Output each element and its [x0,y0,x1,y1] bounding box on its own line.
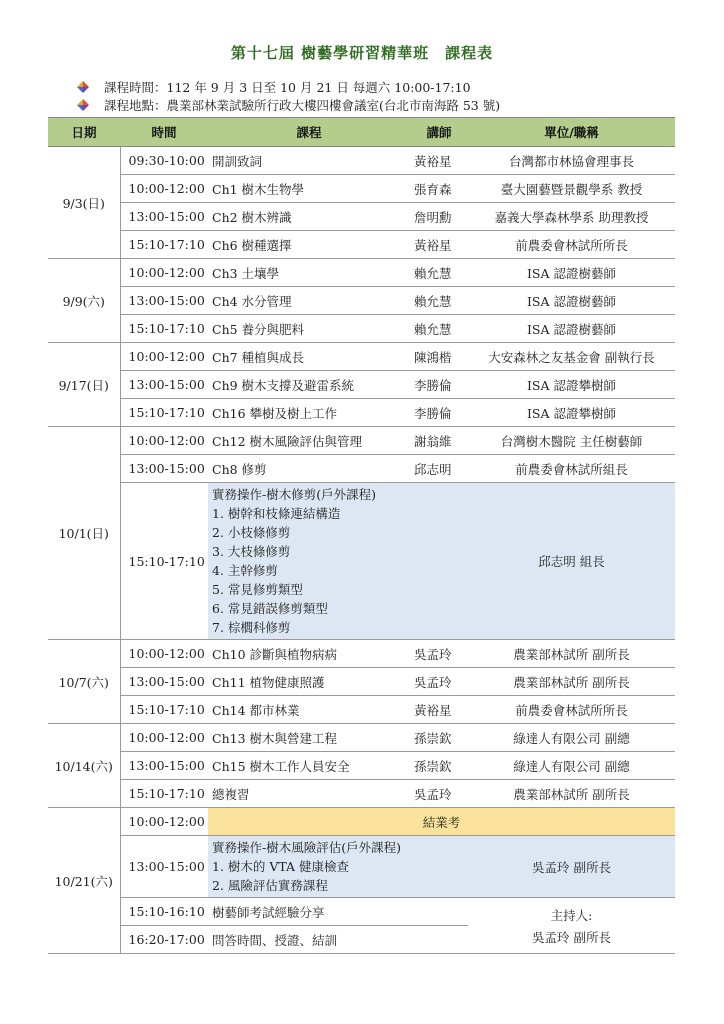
table-row [48,752,675,780]
table-row [48,175,675,203]
time-cell: 13:00-15:00 [120,752,208,780]
table-row [48,287,675,315]
table-row [48,724,675,752]
course-cell: Ch15 樹木工作人員安全 [208,752,410,780]
table-row [48,455,675,483]
lecturer-cell: 謝翁維 [410,427,468,455]
practice-row [48,483,675,640]
lecturer-cell: 賴允慧 [410,315,468,343]
unit-cell: ISA 認證樹藝師 [468,315,675,343]
table-row [48,696,675,724]
course-cell: Ch10 診斷與植物病病 [208,640,410,668]
table-header-row [48,118,675,147]
document-title: 第十七屆 樹藝學研習精華班 課程表 [230,44,494,62]
practice-line: 2. 小枝條修剪 [212,525,291,540]
time-cell: 10:00-12:00 [120,259,208,287]
time-cell: 10:00-12:00 [120,175,208,203]
time-cell: 15:10-17:10 [120,231,208,259]
lecturer-cell: 吳孟玲 [410,780,468,808]
unit-cell: 綠達人有限公司 副總 [468,752,675,780]
table-row [48,315,675,343]
unit-cell: 農業部林試所 副所長 [468,780,675,808]
unit-cell: 台灣都市林協會理事長 [468,147,675,175]
course-cell: Ch6 樹種選擇 [208,231,410,259]
unit-cell: 農業部林試所 副所長 [468,640,675,668]
practice-line: 2. 風險評估實務課程 [212,878,328,893]
course-cell: Ch14 都市林業 [208,696,410,724]
practice-course-cell [208,483,468,640]
practice-line: 5. 常見修剪類型 [212,582,303,597]
lecturer-cell: 李勝倫 [410,371,468,399]
unit-cell: 前農委會林試所所長 [468,696,675,724]
time-cell: 15:10-17:10 [120,696,208,724]
date-cell: 9/9(六) [48,259,120,343]
header-course: 課程 [208,118,410,147]
course-cell: 樹藝師考試經驗分享 [208,898,468,926]
unit-cell: 邱志明 組長 [468,483,675,640]
course-cell: Ch4 水分管理 [208,287,410,315]
time-cell: 13:00-15:00 [120,668,208,696]
time-cell: 13:00-15:00 [120,203,208,231]
table-row [48,231,675,259]
course-cell: Ch13 樹木與營建工程 [208,724,410,752]
course-cell: 問答時間、授證、結訓 [208,926,468,954]
unit-cell: 台灣樹木醫院 主任樹藝師 [468,427,675,455]
table-row [48,780,675,808]
lecturer-cell: 張育森 [410,175,468,203]
time-cell: 13:00-15:00 [120,371,208,399]
course-cell: 開訓致詞 [208,147,410,175]
host-name: 吳孟玲 副所長 [532,929,611,945]
lecturer-cell: 孫崇欽 [410,752,468,780]
unit-cell: ISA 認證樹藝師 [468,287,675,315]
practice-line: 4. 主幹修剪 [212,563,278,578]
header-unit: 單位/職稱 [468,118,675,147]
practice-line: 1. 樹木的 VTA 健康檢查 [212,859,350,874]
course-cell: Ch8 修剪 [208,455,410,483]
time-cell: 15:10-17:10 [120,399,208,427]
lecturer-cell: 賴允慧 [410,287,468,315]
course-cell: Ch7 種植與成長 [208,343,410,371]
lecturer-cell: 黃裕星 [410,147,468,175]
colored-diamond-bullet-icon [76,99,90,111]
practice-course-cell [208,836,468,898]
table-row [48,668,675,696]
course-cell: Ch2 樹木辨識 [208,203,410,231]
header-date: 日期 [48,118,120,147]
host-label: 主持人: [550,907,593,923]
table-row [48,427,675,455]
unit-cell: 前農委會林試所組長 [468,455,675,483]
practice-row [48,836,675,898]
course-cell: Ch12 樹木風險評估與管理 [208,427,410,455]
course-time-text: 課程時間：112 年 9 月 3 日至 10 月 21 日 每週六 10:00-17:10 [104,80,471,95]
course-cell: Ch1 樹木生物學 [208,175,410,203]
lecturer-cell: 孫崇欽 [410,724,468,752]
table-row [48,259,675,287]
course-place-text: 課程地點：農業部林業試驗所行政大樓四樓會議室(台北市南海路 53 號) [104,98,501,113]
lecturer-cell: 黃裕星 [410,231,468,259]
date-cell: 9/3(日) [48,147,120,259]
unit-cell: 大安森林之友基金會 副執行長 [468,343,675,371]
table-row [48,371,675,399]
unit-cell: ISA 認證攀樹師 [468,371,675,399]
time-cell: 10:00-12:00 [120,427,208,455]
unit-cell: 吳孟玲 副所長 [468,836,675,898]
practice-line: 6. 常見錯誤修剪類型 [212,601,328,616]
table-row [48,343,675,371]
course-cell: Ch11 植物健康照護 [208,668,410,696]
time-cell: 15:10-17:10 [120,315,208,343]
date-cell: 10/1(日) [48,427,120,640]
lecturer-cell: 邱志明 [410,455,468,483]
time-cell: 15:10-17:10 [120,780,208,808]
course-cell: Ch16 攀樹及樹上工作 [208,399,410,427]
practice-line: 7. 棕櫚科修剪 [212,620,291,635]
time-cell: 09:30-10:00 [120,147,208,175]
course-cell: Ch9 樹木支撐及避雷系統 [208,371,410,399]
practice-line: 實務操作-樹木風險評估(戶外課程) [212,840,401,855]
date-cell: 10/21(六) [48,808,120,954]
unit-cell: 農業部林試所 副所長 [468,668,675,696]
time-cell: 13:00-15:00 [120,287,208,315]
unit-cell: 前農委會林試所所長 [468,231,675,259]
table-row [48,399,675,427]
lecturer-cell: 吳孟玲 [410,668,468,696]
time-cell: 10:00-12:00 [120,640,208,668]
unit-cell: ISA 認證攀樹師 [468,399,675,427]
practice-line: 1. 樹幹和枝條連結構造 [212,506,341,521]
unit-cell: 嘉義大學森林學系 助理教授 [468,203,675,231]
unit-cell: ISA 認證樹藝師 [468,259,675,287]
table-row [48,203,675,231]
course-place-info [76,96,500,114]
time-cell: 15:10-17:10 [120,483,208,640]
time-cell: 13:00-15:00 [120,455,208,483]
practice-line: 實務操作-樹木修剪(戶外課程) [212,487,376,502]
course-time-info [76,78,471,96]
practice-line: 3. 大枝條修剪 [212,544,291,559]
time-cell: 10:00-12:00 [120,808,208,836]
time-cell: 13:00-15:00 [120,836,208,898]
colored-diamond-bullet-icon [76,81,90,93]
table-row [48,147,675,175]
lecturer-cell: 李勝倫 [410,399,468,427]
date-cell: 10/7(六) [48,640,120,724]
course-cell: 總複習 [208,780,410,808]
schedule-table [48,117,675,954]
course-cell: Ch5 養分與肥料 [208,315,410,343]
time-cell: 15:10-16:10 [120,898,208,926]
unit-cell: 綠達人有限公司 副總 [468,724,675,752]
course-cell: Ch3 土壤學 [208,259,410,287]
table-row [48,640,675,668]
exam-label: 結業考 [208,808,675,836]
header-time: 時間 [120,118,208,147]
unit-cell: 臺大園藝暨景觀學系 教授 [468,175,675,203]
header-lecturer: 講師 [410,118,468,147]
time-cell: 16:20-17:00 [120,926,208,954]
date-cell: 9/17(日) [48,343,120,427]
table-row [48,898,675,926]
exam-row [48,808,675,836]
lecturer-cell: 黃裕星 [410,696,468,724]
date-cell: 10/14(六) [48,724,120,808]
host-cell [468,898,675,954]
lecturer-cell: 詹明勳 [410,203,468,231]
time-cell: 10:00-12:00 [120,724,208,752]
lecturer-cell: 吳孟玲 [410,640,468,668]
lecturer-cell: 賴允慧 [410,259,468,287]
lecturer-cell: 陳鴻楷 [410,343,468,371]
time-cell: 10:00-12:00 [120,343,208,371]
